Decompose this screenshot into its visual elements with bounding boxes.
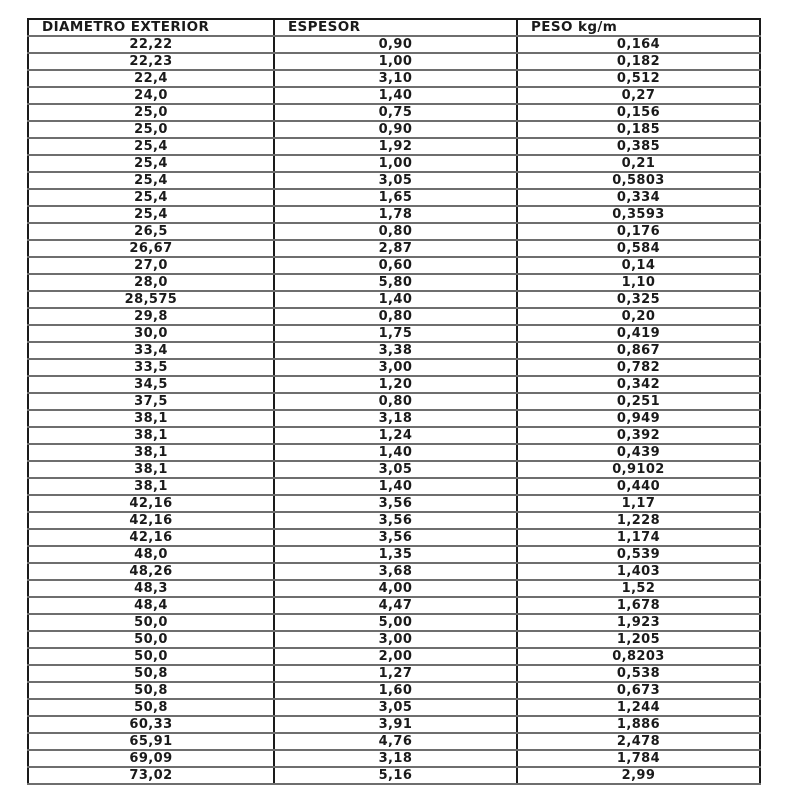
- table-row: [28, 325, 760, 342]
- cell-espesor: 3,38: [274, 342, 517, 359]
- header-diametro-exterior: DIAMETRO EXTERIOR: [28, 19, 274, 36]
- cell-diametro-exterior: 25,4: [28, 172, 274, 189]
- cell-peso: 0,512: [517, 70, 760, 87]
- table-row: [28, 529, 760, 546]
- cell-espesor: 3,05: [274, 461, 517, 478]
- table-row: [28, 665, 760, 682]
- cell-peso: 1,886: [517, 716, 760, 733]
- table-row: [28, 512, 760, 529]
- cell-peso: 0,867: [517, 342, 760, 359]
- cell-espesor: 2,00: [274, 648, 517, 665]
- cell-diametro-exterior: 28,0: [28, 274, 274, 291]
- cell-espesor: 1,65: [274, 189, 517, 206]
- table-row: [28, 138, 760, 155]
- cell-diametro-exterior: 34,5: [28, 376, 274, 393]
- cell-espesor: 2,87: [274, 240, 517, 257]
- cell-diametro-exterior: 50,0: [28, 648, 274, 665]
- cell-peso: 1,205: [517, 631, 760, 648]
- cell-peso: 2,478: [517, 733, 760, 750]
- cell-peso: 1,244: [517, 699, 760, 716]
- cell-peso: 0,342: [517, 376, 760, 393]
- cell-diametro-exterior: 33,5: [28, 359, 274, 376]
- cell-peso: 0,782: [517, 359, 760, 376]
- table-row: [28, 699, 760, 716]
- table-row: [28, 580, 760, 597]
- cell-peso: 0,673: [517, 682, 760, 699]
- table-row: [28, 444, 760, 461]
- table-row: [28, 342, 760, 359]
- table-row: [28, 359, 760, 376]
- cell-diametro-exterior: 24,0: [28, 87, 274, 104]
- cell-espesor: 3,05: [274, 172, 517, 189]
- cell-diametro-exterior: 48,0: [28, 546, 274, 563]
- table-row: [28, 291, 760, 308]
- cell-peso: 1,174: [517, 529, 760, 546]
- table-row: [28, 121, 760, 138]
- table-row: [28, 308, 760, 325]
- cell-espesor: 1,20: [274, 376, 517, 393]
- cell-espesor: 4,00: [274, 580, 517, 597]
- table-body: [28, 36, 760, 784]
- cell-peso: 0,156: [517, 104, 760, 121]
- table-row: [28, 155, 760, 172]
- header-row: [28, 19, 760, 36]
- cell-peso: 0,325: [517, 291, 760, 308]
- table-row: [28, 36, 760, 53]
- cell-diametro-exterior: 25,4: [28, 189, 274, 206]
- table-row: [28, 410, 760, 427]
- table-row: [28, 733, 760, 750]
- cell-peso: 0,176: [517, 223, 760, 240]
- cell-diametro-exterior: 22,4: [28, 70, 274, 87]
- cell-peso: 1,923: [517, 614, 760, 631]
- cell-diametro-exterior: 28,575: [28, 291, 274, 308]
- cell-diametro-exterior: 69,09: [28, 750, 274, 767]
- cell-peso: 0,539: [517, 546, 760, 563]
- cell-peso: 1,10: [517, 274, 760, 291]
- cell-diametro-exterior: 50,0: [28, 614, 274, 631]
- cell-diametro-exterior: 42,16: [28, 529, 274, 546]
- cell-peso: 1,403: [517, 563, 760, 580]
- cell-espesor: 3,56: [274, 529, 517, 546]
- cell-diametro-exterior: 50,8: [28, 699, 274, 716]
- cell-diametro-exterior: 73,02: [28, 767, 274, 784]
- cell-peso: 0,392: [517, 427, 760, 444]
- cell-espesor: 0,90: [274, 36, 517, 53]
- cell-diametro-exterior: 38,1: [28, 410, 274, 427]
- cell-diametro-exterior: 42,16: [28, 512, 274, 529]
- tube-spec-table: [27, 18, 761, 785]
- cell-diametro-exterior: 25,4: [28, 206, 274, 223]
- table-row: [28, 461, 760, 478]
- table-header: [28, 19, 760, 36]
- cell-diametro-exterior: 22,22: [28, 36, 274, 53]
- table-row: [28, 274, 760, 291]
- cell-peso: 0,21: [517, 155, 760, 172]
- cell-espesor: 3,18: [274, 750, 517, 767]
- cell-peso: 0,20: [517, 308, 760, 325]
- table-row: [28, 172, 760, 189]
- cell-peso: 1,228: [517, 512, 760, 529]
- cell-espesor: 1,75: [274, 325, 517, 342]
- cell-espesor: 3,18: [274, 410, 517, 427]
- cell-espesor: 3,10: [274, 70, 517, 87]
- header-peso: PESO kg/m: [517, 19, 760, 36]
- cell-diametro-exterior: 37,5: [28, 393, 274, 410]
- cell-peso: 0,419: [517, 325, 760, 342]
- cell-peso: 2,99: [517, 767, 760, 784]
- cell-peso: 0,334: [517, 189, 760, 206]
- cell-diametro-exterior: 48,3: [28, 580, 274, 597]
- header-espesor: ESPESOR: [274, 19, 517, 36]
- table-row: [28, 240, 760, 257]
- cell-peso: 0,185: [517, 121, 760, 138]
- cell-peso: 0,440: [517, 478, 760, 495]
- cell-espesor: 3,00: [274, 359, 517, 376]
- cell-espesor: 3,56: [274, 495, 517, 512]
- cell-espesor: 3,68: [274, 563, 517, 580]
- cell-peso: 0,439: [517, 444, 760, 461]
- cell-diametro-exterior: 26,67: [28, 240, 274, 257]
- cell-diametro-exterior: 25,4: [28, 138, 274, 155]
- table-row: [28, 648, 760, 665]
- cell-espesor: 3,91: [274, 716, 517, 733]
- cell-diametro-exterior: 26,5: [28, 223, 274, 240]
- table-row: [28, 614, 760, 631]
- cell-peso: 0,3593: [517, 206, 760, 223]
- table-row: [28, 223, 760, 240]
- cell-peso: 0,538: [517, 665, 760, 682]
- table-row: [28, 682, 760, 699]
- table-row: [28, 750, 760, 767]
- table-row: [28, 393, 760, 410]
- cell-diametro-exterior: 42,16: [28, 495, 274, 512]
- cell-diametro-exterior: 60,33: [28, 716, 274, 733]
- cell-peso: 1,17: [517, 495, 760, 512]
- cell-espesor: 1,40: [274, 478, 517, 495]
- table-row: [28, 716, 760, 733]
- table-row: [28, 767, 760, 784]
- cell-espesor: 0,75: [274, 104, 517, 121]
- cell-diametro-exterior: 27,0: [28, 257, 274, 274]
- table-row: [28, 427, 760, 444]
- cell-peso: 0,251: [517, 393, 760, 410]
- cell-diametro-exterior: 50,8: [28, 665, 274, 682]
- table-row: [28, 189, 760, 206]
- cell-espesor: 5,80: [274, 274, 517, 291]
- cell-espesor: 1,00: [274, 155, 517, 172]
- cell-peso: 0,182: [517, 53, 760, 70]
- cell-diametro-exterior: 48,26: [28, 563, 274, 580]
- cell-diametro-exterior: 33,4: [28, 342, 274, 359]
- table-row: [28, 53, 760, 70]
- cell-espesor: 0,80: [274, 393, 517, 410]
- table-row: [28, 631, 760, 648]
- table-row: [28, 478, 760, 495]
- cell-peso: 0,8203: [517, 648, 760, 665]
- cell-diametro-exterior: 25,0: [28, 104, 274, 121]
- cell-espesor: 5,00: [274, 614, 517, 631]
- cell-diametro-exterior: 38,1: [28, 461, 274, 478]
- cell-espesor: 0,80: [274, 308, 517, 325]
- cell-espesor: 1,24: [274, 427, 517, 444]
- cell-espesor: 3,56: [274, 512, 517, 529]
- cell-espesor: 1,78: [274, 206, 517, 223]
- table-row: [28, 495, 760, 512]
- cell-peso: 0,14: [517, 257, 760, 274]
- cell-espesor: 4,76: [274, 733, 517, 750]
- cell-peso: 0,5803: [517, 172, 760, 189]
- cell-espesor: 1,40: [274, 87, 517, 104]
- cell-diametro-exterior: 48,4: [28, 597, 274, 614]
- cell-espesor: 3,00: [274, 631, 517, 648]
- cell-peso: 1,678: [517, 597, 760, 614]
- cell-peso: 1,784: [517, 750, 760, 767]
- cell-diametro-exterior: 38,1: [28, 427, 274, 444]
- table-row: [28, 104, 760, 121]
- cell-espesor: 0,80: [274, 223, 517, 240]
- table-row: [28, 87, 760, 104]
- table-row: [28, 206, 760, 223]
- cell-diametro-exterior: 25,0: [28, 121, 274, 138]
- cell-espesor: 1,27: [274, 665, 517, 682]
- cell-diametro-exterior: 22,23: [28, 53, 274, 70]
- cell-diametro-exterior: 38,1: [28, 478, 274, 495]
- table-row: [28, 563, 760, 580]
- cell-diametro-exterior: 65,91: [28, 733, 274, 750]
- cell-peso: 0,385: [517, 138, 760, 155]
- cell-peso: 0,949: [517, 410, 760, 427]
- tube-spec-table-container: [27, 18, 761, 785]
- table-row: [28, 70, 760, 87]
- cell-peso: 0,27: [517, 87, 760, 104]
- cell-espesor: 5,16: [274, 767, 517, 784]
- cell-peso: 1,52: [517, 580, 760, 597]
- cell-diametro-exterior: 50,8: [28, 682, 274, 699]
- cell-diametro-exterior: 25,4: [28, 155, 274, 172]
- cell-espesor: 1,35: [274, 546, 517, 563]
- cell-espesor: 4,47: [274, 597, 517, 614]
- cell-diametro-exterior: 29,8: [28, 308, 274, 325]
- cell-peso: 0,584: [517, 240, 760, 257]
- cell-espesor: 3,05: [274, 699, 517, 716]
- table-row: [28, 257, 760, 274]
- cell-espesor: 1,40: [274, 291, 517, 308]
- cell-peso: 0,164: [517, 36, 760, 53]
- cell-espesor: 1,40: [274, 444, 517, 461]
- table-row: [28, 376, 760, 393]
- cell-diametro-exterior: 50,0: [28, 631, 274, 648]
- cell-espesor: 0,90: [274, 121, 517, 138]
- cell-espesor: 0,60: [274, 257, 517, 274]
- cell-espesor: 1,00: [274, 53, 517, 70]
- cell-espesor: 1,92: [274, 138, 517, 155]
- cell-espesor: 1,60: [274, 682, 517, 699]
- cell-diametro-exterior: 38,1: [28, 444, 274, 461]
- table-row: [28, 546, 760, 563]
- cell-peso: 0,9102: [517, 461, 760, 478]
- cell-diametro-exterior: 30,0: [28, 325, 274, 342]
- table-row: [28, 597, 760, 614]
